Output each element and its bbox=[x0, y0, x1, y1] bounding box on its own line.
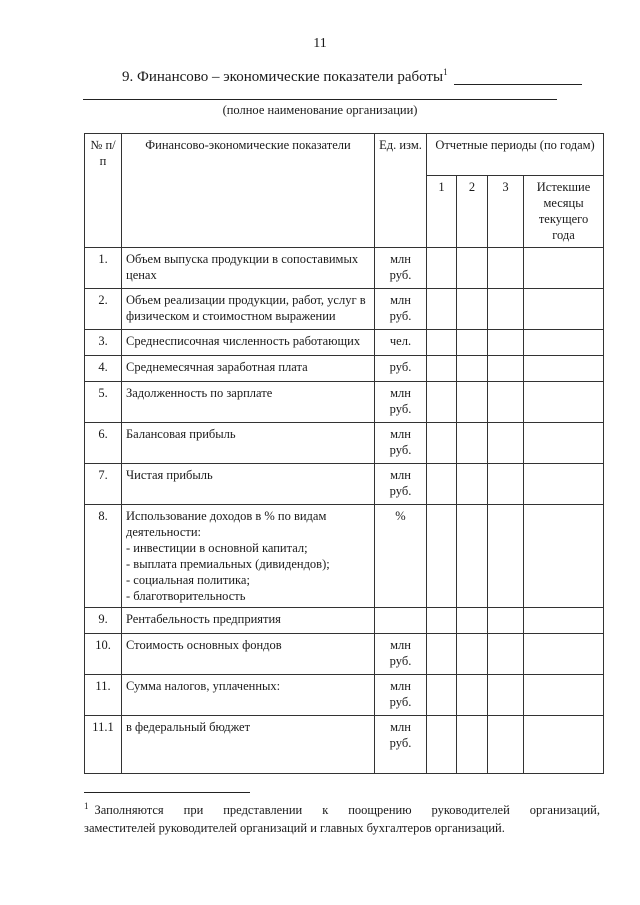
period-cell bbox=[457, 382, 488, 423]
period-cell bbox=[524, 505, 604, 608]
period-cell bbox=[524, 634, 604, 675]
period-cell bbox=[457, 716, 488, 774]
period-cell bbox=[488, 289, 524, 330]
row-indicator: Задолженность по зарплате bbox=[122, 382, 375, 423]
table-row bbox=[85, 248, 604, 289]
table-header-row bbox=[85, 134, 604, 176]
header-indicator: Финансово-экономические показатели bbox=[122, 134, 375, 248]
period-cell bbox=[427, 248, 457, 289]
period-cell bbox=[457, 423, 488, 464]
row-indicator: в федеральный бюджет bbox=[122, 716, 375, 774]
period-cell bbox=[488, 716, 524, 774]
period-cell bbox=[457, 356, 488, 382]
header-reporting-periods: Отчетные периоды (по годам) bbox=[427, 134, 604, 176]
footnote-line-2: заместителей руководителей организаций и главных бухгалтеров организаций. bbox=[84, 821, 505, 836]
period-cell bbox=[457, 289, 488, 330]
row-number: 5. bbox=[85, 382, 122, 423]
period-cell bbox=[524, 330, 604, 356]
period-cell bbox=[427, 464, 457, 505]
table-row bbox=[85, 289, 604, 330]
row-number: 8. bbox=[85, 505, 122, 608]
list-item: - инвестиции в основной капитал; bbox=[126, 541, 308, 555]
row-number: 2. bbox=[85, 289, 122, 330]
period-cell bbox=[427, 356, 457, 382]
period-cell bbox=[427, 382, 457, 423]
footnote-reference: 1 bbox=[443, 67, 448, 77]
period-header-2: 2 bbox=[457, 176, 488, 248]
period-cell bbox=[524, 675, 604, 716]
period-cell bbox=[427, 289, 457, 330]
row-number: 4. bbox=[85, 356, 122, 382]
period-cell bbox=[488, 248, 524, 289]
period-cell bbox=[427, 675, 457, 716]
organization-name-blank-line bbox=[454, 84, 582, 85]
row-number: 3. bbox=[85, 330, 122, 356]
period-cell bbox=[427, 423, 457, 464]
period-cell bbox=[457, 464, 488, 505]
period-cell bbox=[488, 330, 524, 356]
footnote-text-1: Заполняются при представлении к поощрению руководителей организаций, bbox=[94, 803, 600, 818]
organization-name-line bbox=[83, 99, 557, 100]
row-indicator: Среднесписочная численность работающих bbox=[122, 330, 375, 356]
row-indicator bbox=[122, 505, 375, 608]
financial-indicators-table bbox=[84, 133, 604, 774]
period-cell bbox=[524, 716, 604, 774]
period-cell bbox=[488, 505, 524, 608]
row-number: 6. bbox=[85, 423, 122, 464]
row-indicator: Объем реализации продукции, работ, услуг в физическом и стоимостном выражении bbox=[122, 289, 375, 330]
row-unit: чел. bbox=[375, 330, 427, 356]
row-unit: млн руб. bbox=[375, 464, 427, 505]
row-unit: руб. bbox=[375, 356, 427, 382]
period-cell bbox=[488, 608, 524, 634]
page-number: 11 bbox=[313, 36, 327, 51]
period-cell bbox=[524, 464, 604, 505]
period-cell bbox=[488, 634, 524, 675]
period-cell bbox=[457, 675, 488, 716]
period-cell bbox=[427, 330, 457, 356]
row-indicator: Балансовая прибыль bbox=[122, 423, 375, 464]
organization-name-caption: (полное наименование организации) bbox=[222, 103, 418, 117]
row-unit: млн руб. bbox=[375, 382, 427, 423]
period-header-current-year: Истекшие месяцы текущего года bbox=[524, 176, 604, 248]
table-row bbox=[85, 356, 604, 382]
table-row bbox=[85, 675, 604, 716]
table-row bbox=[85, 330, 604, 356]
row-unit bbox=[375, 608, 427, 634]
row-unit: млн руб. bbox=[375, 634, 427, 675]
row-number: 10. bbox=[85, 634, 122, 675]
period-cell bbox=[427, 634, 457, 675]
period-cell bbox=[488, 356, 524, 382]
table-row bbox=[85, 382, 604, 423]
period-cell bbox=[524, 356, 604, 382]
period-cell bbox=[524, 608, 604, 634]
period-cell bbox=[524, 382, 604, 423]
footnote-line-1 bbox=[84, 797, 600, 819]
period-cell bbox=[457, 330, 488, 356]
period-cell bbox=[488, 675, 524, 716]
period-cell bbox=[457, 248, 488, 289]
period-cell bbox=[457, 505, 488, 608]
row-unit: млн руб. bbox=[375, 248, 427, 289]
row-indicator: Среднемесячная заработная плата bbox=[122, 356, 375, 382]
row-unit: млн руб. bbox=[375, 423, 427, 464]
section-heading bbox=[122, 67, 448, 86]
header-unit: Ед. изм. bbox=[375, 134, 427, 248]
period-cell bbox=[427, 505, 457, 608]
row-number: 11.1 bbox=[85, 716, 122, 774]
footnote-mark: 1 bbox=[84, 801, 89, 811]
row-indicator: Стоимость основных фондов bbox=[122, 634, 375, 675]
row-unit: % bbox=[375, 505, 427, 608]
period-cell bbox=[488, 382, 524, 423]
period-cell bbox=[427, 716, 457, 774]
header-number: № п/п bbox=[85, 134, 122, 248]
period-cell bbox=[457, 634, 488, 675]
table-row bbox=[85, 608, 604, 634]
row-indicator: Сумма налогов, уплаченных: bbox=[122, 675, 375, 716]
row-indicator: Объем выпуска продукции в сопоставимых ценах bbox=[122, 248, 375, 289]
row-number: 1. bbox=[85, 248, 122, 289]
table-row bbox=[85, 505, 604, 608]
period-cell bbox=[524, 423, 604, 464]
period-header-3: 3 bbox=[488, 176, 524, 248]
table-row bbox=[85, 634, 604, 675]
period-header-1: 1 bbox=[427, 176, 457, 248]
row-indicator: Рентабельность предприятия bbox=[122, 608, 375, 634]
period-cell bbox=[427, 608, 457, 634]
list-item: - благотворительность bbox=[126, 589, 246, 603]
row-unit: млн руб. bbox=[375, 289, 427, 330]
section-heading-text: 9. Финансово – экономические показатели работы bbox=[122, 69, 444, 85]
row-number: 9. bbox=[85, 608, 122, 634]
list-item: - выплата премиальных (дивидендов); bbox=[126, 557, 330, 571]
row-indicator: Чистая прибыль bbox=[122, 464, 375, 505]
list-item: - социальная политика; bbox=[126, 573, 250, 587]
row-number: 11. bbox=[85, 675, 122, 716]
table-row bbox=[85, 423, 604, 464]
footnote-divider bbox=[84, 792, 250, 793]
period-cell bbox=[488, 464, 524, 505]
row-unit: млн руб. bbox=[375, 716, 427, 774]
period-cell bbox=[524, 248, 604, 289]
footnote bbox=[84, 797, 600, 837]
row-number: 7. bbox=[85, 464, 122, 505]
period-cell bbox=[524, 289, 604, 330]
period-cell bbox=[488, 423, 524, 464]
row-unit: млн руб. bbox=[375, 675, 427, 716]
period-cell bbox=[457, 608, 488, 634]
table-row bbox=[85, 716, 604, 774]
table-row bbox=[85, 464, 604, 505]
row-indicator-text: Использование доходов в % по видам деятельности: bbox=[126, 509, 327, 539]
